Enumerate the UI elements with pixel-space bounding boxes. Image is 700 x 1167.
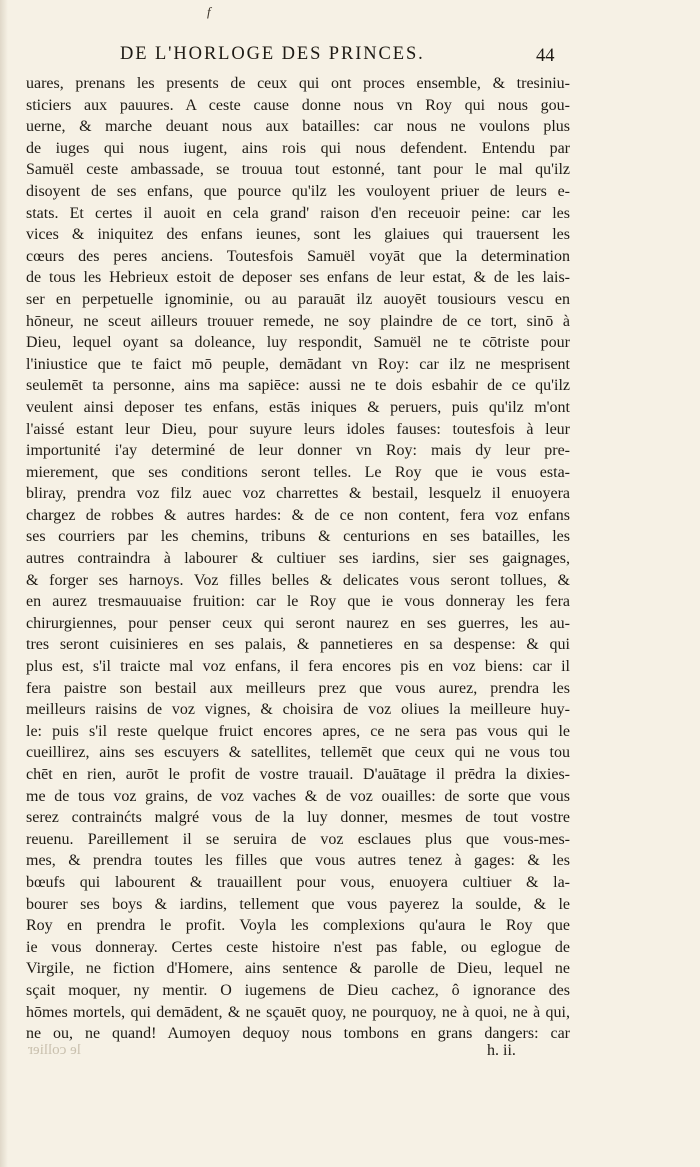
text-line: de tous les Hebrieux estoit de deposer ses enfans de leur estat, & de les lais-: [26, 269, 570, 287]
text-line: mierement, que ses conditions seront telles. Le Roy que ie vous esta-: [26, 463, 570, 481]
page-number: 44: [536, 46, 555, 66]
text-line: Roy en prendra le profit. Voyla les complexions qu'aura le Roy que: [26, 917, 570, 935]
text-line: ne ou, ne quand! Aumoyen dequoy nous tombons en grans dangers: car: [26, 1025, 570, 1043]
text-line: meilleurs raisins de voz vignes, & choisira de voz oliues la meilleure huy-: [26, 701, 570, 719]
text-line: en aurez tresmauuaise fruition: car le Roy que ie vous donneray les fera: [26, 593, 570, 611]
text-line: & forger ses harnoys. Voz filles belles & delicates vous seront tollues, &: [26, 571, 570, 589]
text-line: sticiers aux pauures. A ceste cause donne nous vn Roy qui nous gou-: [26, 96, 570, 114]
running-head: DE L'HORLOGE DES PRINCES.: [120, 44, 425, 64]
text-line: reuenu. Pareillement il se seruira de voz esclaues plus que vous-mes-: [26, 830, 570, 848]
text-line: importunité i'ay determiné de leur donner vn Roy: mais dy leur pre-: [26, 442, 570, 460]
top-mark: f: [207, 4, 211, 19]
text-line: mes, & prendra toutes les filles que vous autres tenez à gages: & les: [26, 852, 570, 870]
text-line: l'aissé estant leur Dieu, pour suyure leurs idoles fauses: toutesfois à leur: [26, 420, 570, 438]
signature-mark: h. ii.: [487, 1042, 516, 1059]
text-line: me de tous voz grains, de voz vaches & de voz ouailles: de sorte que vous: [26, 787, 570, 805]
text-line: de iuges qui nous iugent, ains rois qui nous defendent. Entendu par: [26, 139, 570, 157]
text-line: uares, prenans les presents de ceux qui ont proces ensemble, & tresiniu-: [26, 75, 570, 92]
text-line: plus est, s'il traicte mal voz enfans, il fera encores pis en voz biens: car il: [26, 658, 570, 676]
text-line: cueillirez, ains ses escuyers & satellites, tellemēt que ceux qui ne vous tou: [26, 744, 570, 762]
bleed-through-text: le collier: [28, 1042, 81, 1058]
text-line: ie vous donneray. Certes ceste histoire n'est pas fable, ou eglogue de: [26, 938, 570, 956]
text-line: chargez de robbes & autres hardes: & de ce non content, fera voz enfans: [26, 506, 570, 524]
text-line: disoyent de ses enfans, que pource qu'ilz les vouloyent priuer de leurs e-: [26, 182, 570, 200]
text-line: Virgile, ne fiction d'Homere, ains sentence & parolle de Dieu, lequel ne: [26, 960, 570, 978]
text-line: sçait moquer, ny mentir. O iugemens de Dieu cachez, ô ignorance des: [26, 981, 570, 999]
text-line: le: puis s'il reste quelque fruict encores apres, ce ne sera pas vous qui le: [26, 722, 570, 740]
text-line: stats. Et certes il auoit en cela grand' raison d'en receuoir peine: car les: [26, 204, 570, 222]
text-line: autres contraindra à labourer & cultiuer ses iardins, sier ses gaignages,: [26, 550, 570, 568]
text-line: cœurs des peres anciens. Toutesfois Samuël voyāt que la determination: [26, 247, 570, 265]
text-line: chirurgiennes, pour penser ceux qui seront naurez en ses guerres, les au-: [26, 614, 570, 632]
text-line: serez contrainćts malgré vous de la luy donner, mesmes de tout vostre: [26, 809, 570, 827]
text-line: fera paistre son bestail aux meilleurs prez que vous aurez, prendra les: [26, 679, 570, 697]
text-line: veulent ainsi deposer tes enfans, estās iniques & peruers, puis qu'ilz m'ont: [26, 398, 570, 416]
text-line: seulemēt ta personne, ains ma sapiēce: aussi ne te dois esbahir de ce qu'ilz: [26, 377, 570, 395]
text-line: bliray, prendra voz filz auec voz charrettes & bestail, lesquelz il enuoyera: [26, 485, 570, 503]
text-line: Dieu, lequel oyant sa doleance, luy respondit, Samuël ne te cōtriste pour: [26, 334, 570, 352]
text-line: uerne, & marche deuant nous aux batailles: car nous ne voulons plus: [26, 118, 570, 136]
text-line: hōmes mortels, qui demādent, & ne sçauēt quoy, ne pourquoy, ne à quoi, ne à qui,: [26, 1003, 570, 1021]
text-line: l'iniustice que te faict mō peuple, demādant vn Roy: car ilz ne mesprisent: [26, 355, 570, 373]
text-line: chēt en rien, aurōt le profit de vostre trauail. D'auātage il prēdra la dixies-: [26, 766, 570, 783]
gutter-shadow: [0, 0, 8, 1167]
text-line: Samuël ceste ambassade, se trouua tout estonné, tant pour le mal qu'ilz: [26, 161, 570, 179]
text-line: ses courriers par les chemins, tribuns & centurions en ses batailles, les: [26, 528, 570, 546]
text-line: vices & iniquitez des enfans ieunes, sont les glaiues qui trauersent les: [26, 226, 570, 244]
text-line: hōneur, ne sceut ailleurs trouuer remede, ne soy plaindre de ce tort, sinō à: [26, 312, 570, 330]
text-line: tres seront cuisinieres en ses palais, & pannetieres en sa despense: & qui: [26, 636, 570, 654]
text-line: bourer ses boys & iardins, tellement que vous payerez la soulde, & le: [26, 895, 570, 913]
text-line: ser en perpetuelle ignominie, ou au parauāt ilz auoyēt tousiours vescu en: [26, 290, 570, 308]
body-text: [26, 73, 570, 1045]
text-line: bœufs qui labourent & trauaillent pour vous, enuoyera cultiuer & la-: [26, 873, 570, 891]
